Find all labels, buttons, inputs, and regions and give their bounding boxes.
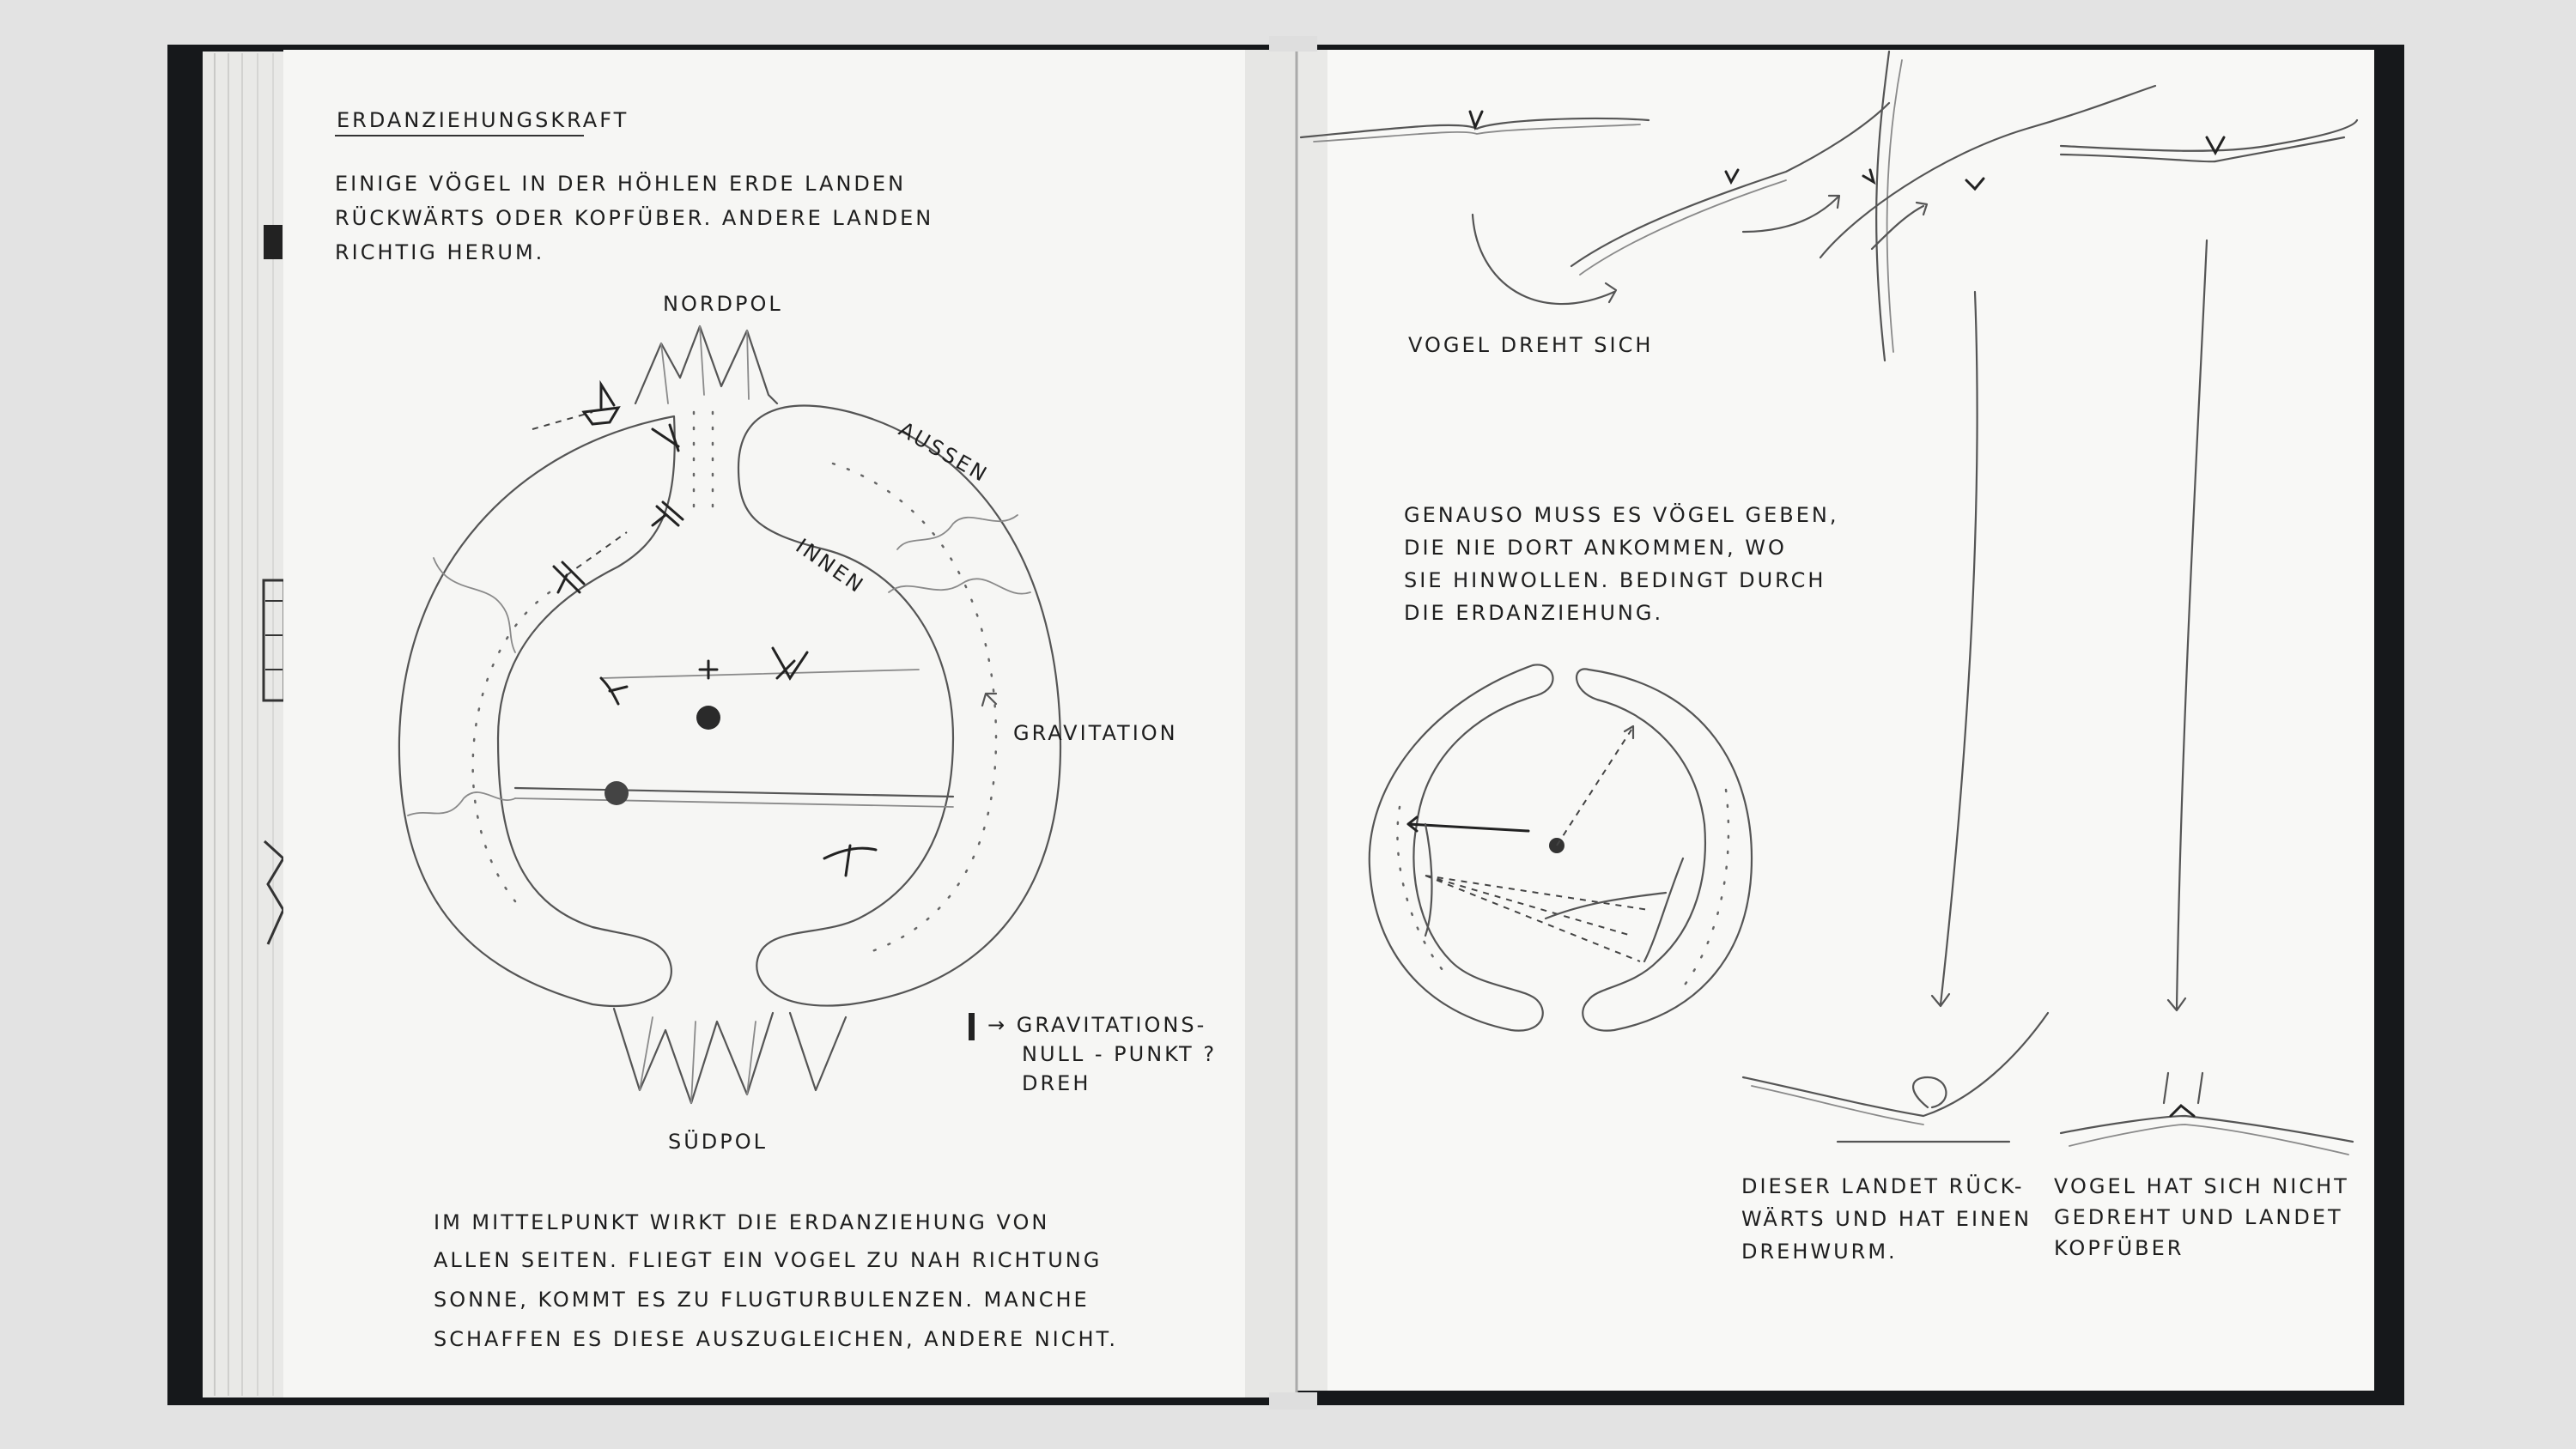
caption-upside-down-line-1: VOGEL HAT SICH NICHT — [2054, 1174, 2349, 1198]
label-suedpol: SÜDPOL — [668, 1130, 769, 1154]
middle-text-line-2: DIE NIE DORT ANKOMMEN, WO — [1404, 536, 1787, 560]
headband-bottom — [1269, 1392, 1317, 1410]
caption-line-4: SCHAFFEN ES DIESE AUSZUGLEICHEN, ANDERE NICHT. — [434, 1327, 1118, 1351]
legend-line-2: NULL - PUNKT ? — [1022, 1042, 1218, 1066]
page-stack — [203, 52, 289, 1397]
page-tab-1 — [264, 225, 283, 259]
caption-backwards-line-3: DREHWURM. — [1741, 1240, 1898, 1264]
caption-upside-down-line-2: GEDREHT UND LANDET — [2054, 1205, 2343, 1229]
legend-line-3: DREH — [1022, 1071, 1091, 1095]
legend-marker — [969, 1013, 975, 1040]
gutter-shadow-right — [1297, 50, 1327, 1391]
central-sun — [696, 706, 720, 730]
middle-text-line-4: DIE ERDANZIEHUNG. — [1404, 601, 1664, 625]
caption-upside-down-line-3: KOPFÜBER — [2054, 1236, 2184, 1260]
intro-line-1: EINIGE VÖGEL IN DER HÖHLEN ERDE LANDEN — [335, 172, 907, 196]
middle-text-line-3: SIE HINWOLLEN. BEDINGT DURCH — [1404, 568, 1826, 592]
caption-backwards-line-2: WÄRTS UND HAT EINEN — [1741, 1207, 2032, 1231]
caption-line-1: IM MITTELPUNKT WIRKT DIE ERDANZIEHUNG VON — [434, 1210, 1050, 1234]
caption-line-2: ALLEN SEITEN. FLIEGT EIN VOGEL ZU NAH RICHTUNG — [434, 1248, 1103, 1272]
intro-line-2: RÜCKWÄRTS ODER KOPFÜBER. ANDERE LANDEN — [335, 206, 934, 230]
middle-text-line-1: GENAUSO MUSS ES VÖGEL GEBEN, — [1404, 503, 1839, 527]
gutter-shadow-left — [1245, 50, 1297, 1397]
label-nordpol: NORDPOL — [663, 292, 783, 316]
label-aussen: AUSSEN — [895, 416, 993, 488]
intro-line-3: RICHTIG HERUM. — [335, 240, 545, 264]
caption-line-3: SONNE, KOMMT ES ZU FLUGTURBULENZEN. MANCHE — [434, 1288, 1090, 1312]
left-page-title: ERDANZIEHUNGSKRAFT — [337, 108, 629, 132]
label-gravitation: GRAVITATION — [1013, 721, 1178, 745]
label-innen: INNEN — [791, 533, 870, 599]
second-sun — [605, 781, 629, 805]
label-vogel-dreht-sich: VOGEL DREHT SICH — [1408, 333, 1654, 357]
caption-backwards-line-1: DIESER LANDET RÜCK- — [1741, 1174, 2025, 1198]
legend-line-1: → GRAVITATIONS- — [987, 1013, 1207, 1037]
headband-top — [1269, 36, 1317, 52]
